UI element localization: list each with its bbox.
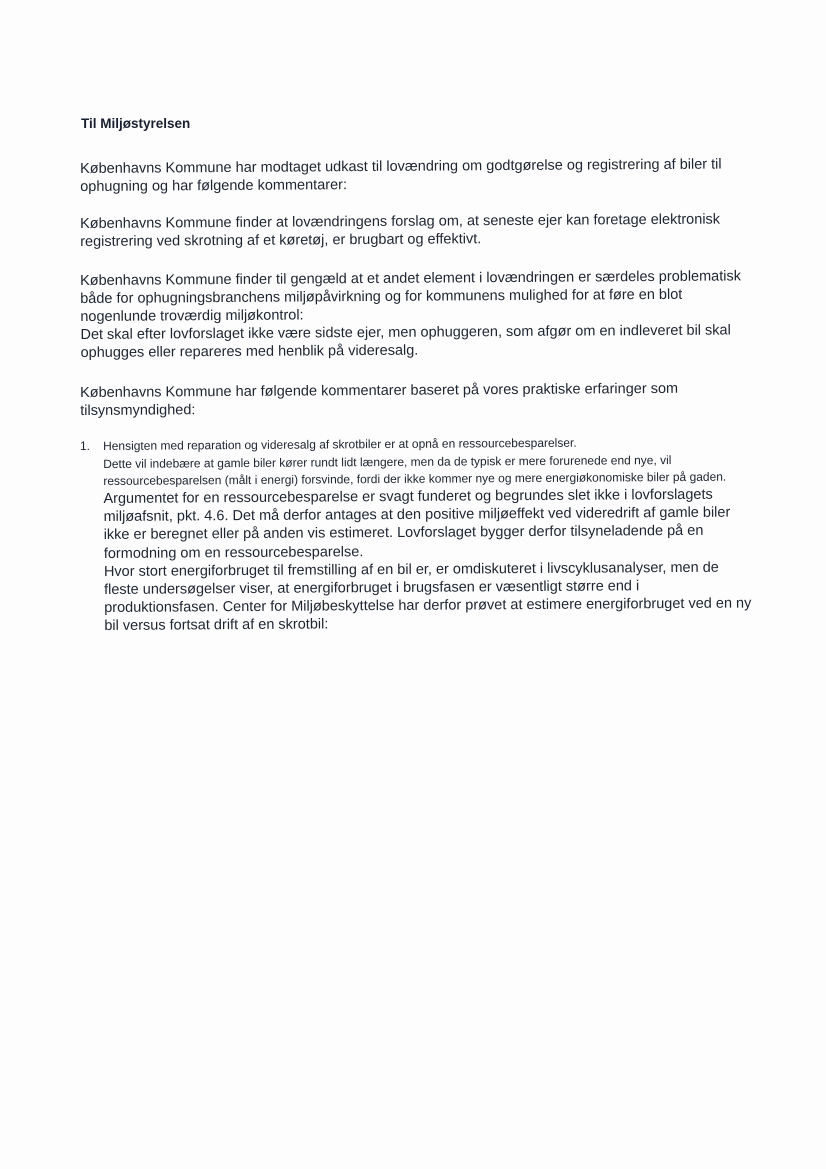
paragraph-intro: Københavns Kommune har modtaget udkast til lovændring om godtgørelse og registrering af biler til ophugning og har følgende kommentarer: (80, 156, 722, 195)
list-item-paragraph-2: Hvor stort energiforbruget til fremstilling af en bil er, er omdiskuteret i livscyklusanalyser, men de fleste undersøgelser viser, at energiforbruget i brugsfasen er væsentligt større end i produktionsfasen. Center for Miljøbeskyttelse har derfor prøvet at estimere energiforbruget ved en ny bil versus fortsat drift af en skrotbil: (103, 559, 752, 635)
list-item-line-2: Dette vil indebære at gamle biler kører rundt lidt længere, men da de typisk er mere forurenede end nye, vil ressourcebesparelsen (målt i energi) forsvinde, fordi der ikke kommer nye og mere energiøkonomiske biler på gaden. (103, 453, 727, 488)
paragraph-problem-text: Københavns Kommune finder til gengæld at et andet element i lovændringen er særdeles problematisk både for ophugningsbranchens miljøpåvirkning og for kommunens mulighed for at føre en blot nogenlunde troværdig miljøkontrol: (80, 268, 742, 325)
paragraph-comments: Københavns Kommune har følgende kommentarer baseret på vores praktiske erfaringer som tilsynsmyndighed: (80, 380, 679, 419)
list-item-number: 1. (80, 439, 91, 453)
paragraph-registration: Københavns Kommune finder at lovændringens forslag om, at seneste ejer kan foretage elektronisk registrering ved skrotning af et køretøj, er brugbart og effektivt. (80, 211, 721, 250)
list-item-paragraph-1: Argumentet for en ressourcebesparelse er svagt funderet og begrundes slet ikke i lovforslagets miljøafsnit, pkt. 4.6. Det må derfor antages at den positive miljøeffekt ved videredrift af gamle biler ikke er beregnet eller på anden vis estimeret. Lovforslaget bygger derfor tilsyneladende på en formodning om en ressourcebesparelse. (103, 486, 731, 562)
paragraph-proposal-text: Det skal efter lovforslaget ikke være sidste ejer, men ophuggeren, som afgør om en indleveret bil skal ophugges eller repareres med henblik på videresalg. (80, 322, 731, 361)
list-item (103, 433, 754, 635)
paragraph-problem (80, 267, 751, 362)
document-heading: Til Miljøstyrelsen (81, 116, 191, 131)
list-item-line-1: Hensigten med reparation og videresalg af skrotbiler er at opnå en ressourcebesparelser. (103, 435, 577, 453)
